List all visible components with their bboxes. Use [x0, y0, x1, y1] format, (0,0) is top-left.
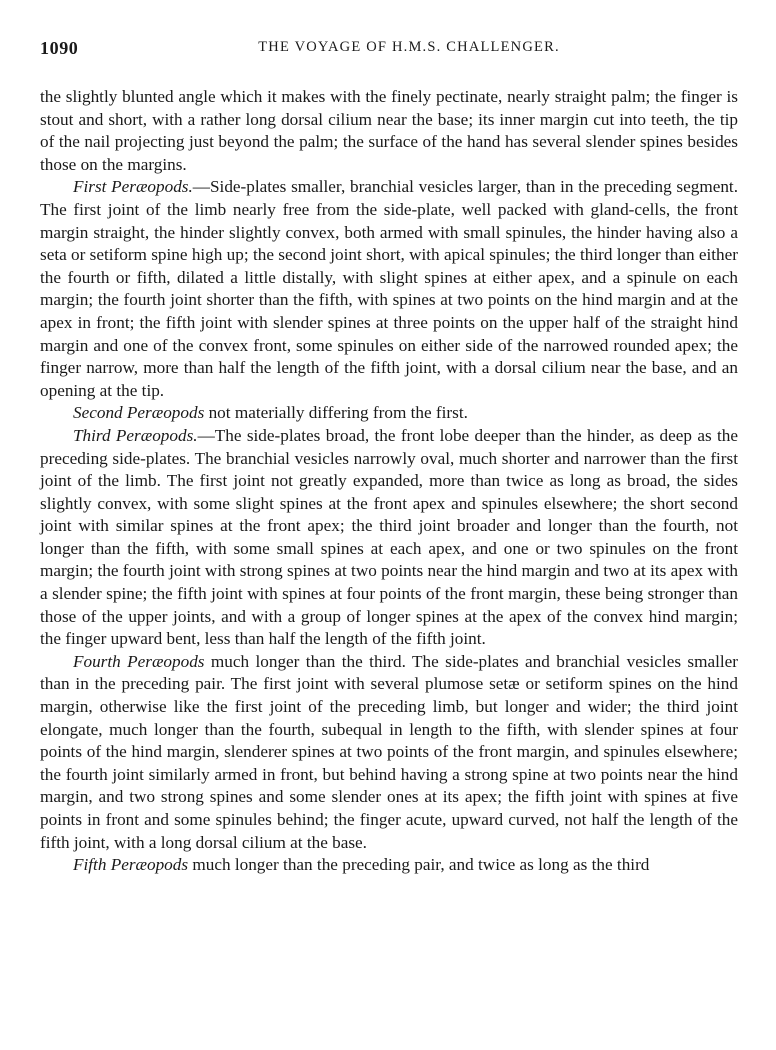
body-text	[40, 86, 738, 877]
paragraph-lead: Second Peræopods	[73, 403, 205, 423]
paragraph-text: much longer than the preceding pair, and twice as long as the third	[188, 855, 650, 875]
paragraph-first-peraeopods	[40, 176, 738, 402]
document-page	[40, 38, 738, 877]
paragraph-text: the slightly blunted angle which it makes with the finely pectinate, nearly straight palm; the finger is stout and short, with a rather long dorsal cilium near the base; its inner margin cut into teeth, the tip of the nail projecting just beyond the palm; the surface of the hand has several slender spines besides those on the margins.	[40, 87, 738, 174]
paragraph-fourth-peraeopods	[40, 651, 738, 854]
paragraph-second-peraeopods	[40, 402, 738, 425]
paragraph-lead: Fourth Peræopods	[73, 651, 205, 671]
page-number: 1090	[40, 38, 79, 58]
paragraph-continuation	[40, 86, 738, 176]
running-title: THE VOYAGE OF H.M.S. CHALLENGER.	[258, 39, 560, 55]
paragraph-text: not materially differing from the first.	[204, 403, 468, 423]
page-header	[40, 38, 738, 66]
paragraph-lead: First Peræopods.	[73, 177, 193, 197]
paragraph-text: —Side-plates smaller, branchial vesicles larger, than in the preceding segment. The first joint of the limb nearly free from the side-plate, well packed with gland-cells, the front margin straight, the hinder slightly convex, both armed with small spinules, the hinder having also a seta or setiform spine high up; the second joint short, with apical spinules; the third longer than either the fourth or fifth, dilated a little distally, with slight spines at either apex, and a spinule on each margin; the fourth joint shorter than the fifth, with spines at two points on the hind margin and at the apex in front; the fifth joint with slender spines at three points on the upper half of the straight hind margin and one of the convex front, some spinules on either side of the narrowed rounded apex; the finger narrow, more than half the length of the fifth joint, with a dorsal cilium near the base, and an opening at the tip.	[40, 177, 738, 400]
paragraph-text: much longer than the third. The side-plates and branchial vesicles smaller than in the preceding pair. The first joint with several plumose setæ or setiform spines on the hind margin, otherwise like the first joint of the preceding limb, but longer and wider; the third joint elongate, much longer than the fourth, subequal in length to the fifth, with slender spines at four points of the hind margin, slenderer spines at two points of the front margin, and spinules elsewhere; the fourth joint similarly armed in front, but behind having a strong spine at two points near the hind margin, and two strong spines and some slender ones at its apex; the fifth joint with spines at five points in front and some spinules behind; the finger acute, upward curved, not half the length of the fifth joint, with a long dorsal cilium at the base.	[40, 651, 739, 852]
paragraph-fifth-peraeopods	[40, 854, 738, 877]
paragraph-lead: Third Peræopods.	[73, 425, 198, 445]
paragraph-text: —The side-plates broad, the front lobe deeper than the hinder, as deep as the preceding side-plates. The branchial vesicles narrowly oval, much shorter and narrower than the first joint of the limb. The first joint not greatly expanded, more than twice as long as broad, the sides slightly convex, with some slight spines at the front apex and spinules elsewhere; the short second joint with similar spines at the front apex; the third joint broader and longer than the fourth, not longer than the fifth, with some small spines at each apex, and one or two spinules on the front margin; the fourth joint with strong spines at two points near the hind margin and two at its apex with a slender spine; the fifth joint with spines at four points of the front margin, these being stronger than those of the upper joints, and with a group of longer spines at the apex of the convex hind margin; the finger upward bent, less than half the length of the fifth joint.	[40, 425, 738, 649]
paragraph-lead: Fifth Peræopods	[73, 855, 189, 875]
paragraph-third-peraeopods	[40, 425, 738, 651]
